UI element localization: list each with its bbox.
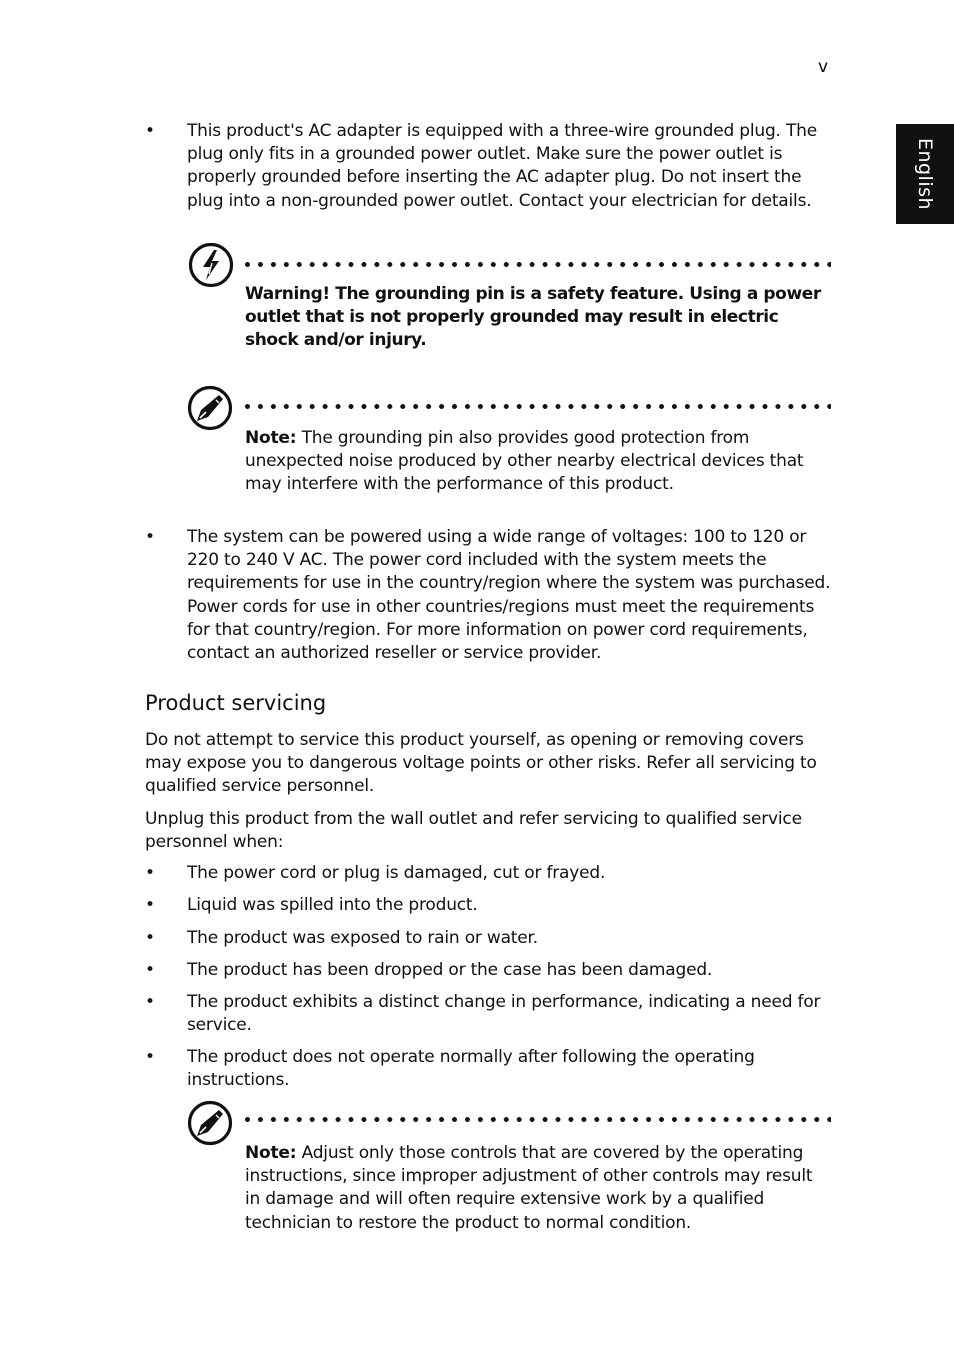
warning-text: Warning! The grounding pin is a safety feature. Using a power outlet that is not properly grounded may result in electric shock and/or injury.	[245, 284, 821, 351]
list-item: The product has been dropped or the case has been damaged.	[187, 960, 713, 980]
bullet-marker: •	[145, 527, 156, 547]
list-item: The power cord or plug is damaged, cut or frayed.	[187, 863, 606, 883]
bullet-marker: •	[145, 960, 156, 980]
note-label: Note:	[245, 428, 297, 448]
note-pen-icon	[186, 1099, 234, 1147]
note-label: Note:	[245, 1143, 297, 1163]
list-item: The product exhibits a distinct change in performance, indicating a need for service.	[187, 992, 821, 1036]
servicing-paragraph-2: Unplug this product from the wall outlet and refer servicing to qualified service personnel when:	[145, 809, 802, 853]
page-number: v	[818, 57, 829, 77]
bullet-text-voltage: The system can be powered using a wide range of voltages: 100 to 120 or 220 to 240 V AC. The power cord included with the system meets the requirements for use in the country/region where the system was purchased. Power cords for use in other countries/regions must meet the requirements for that country/region. For more information on power cord requirements, contact an authorized reseller or service provider.	[187, 527, 831, 664]
note-text	[245, 1142, 825, 1235]
note-body: Adjust only those controls that are covered by the operating instructions, since improper adjustment of other controls may result in damage and will often require extensive work by a qualified technician to restore the product to normal condition.	[245, 1143, 813, 1233]
list-item: The product was exposed to rain or water.	[187, 928, 538, 948]
bullet-marker: •	[145, 1047, 156, 1067]
note-pen-icon	[186, 384, 234, 432]
warning-divider	[245, 262, 831, 267]
language-side-tab	[896, 124, 954, 224]
lightning-warning-icon	[187, 241, 235, 289]
note-divider	[245, 1117, 831, 1122]
section-heading: Product servicing	[145, 691, 327, 715]
bullet-marker: •	[145, 992, 156, 1012]
bullet-marker: •	[145, 928, 156, 948]
note-divider	[245, 404, 831, 409]
bullet-marker: •	[145, 121, 156, 141]
list-item: The product does not operate normally after following the operating instructions.	[187, 1047, 755, 1091]
language-tab-label: English	[914, 137, 936, 211]
bullet-text-ac-adapter: This product's AC adapter is equipped with a three-wire grounded plug. The plug only fits in a grounded power outlet. Make sure the power outlet is properly grounded before inserting the AC adapter plug. Do not insert the plug into a non-grounded power outlet. Contact your electrician for details.	[187, 121, 817, 211]
note-body: The grounding pin also provides good protection from unexpected noise produced by other nearby electrical devices that may interfere with the performance of this product.	[245, 428, 804, 495]
note-text	[245, 427, 835, 497]
servicing-paragraph-1: Do not attempt to service this product yourself, as opening or removing covers may expose you to dangerous voltage points or other risks. Refer all servicing to qualified service personnel.	[145, 730, 817, 797]
bullet-marker: •	[145, 895, 156, 915]
list-item: Liquid was spilled into the product.	[187, 895, 478, 915]
bullet-marker: •	[145, 863, 156, 883]
